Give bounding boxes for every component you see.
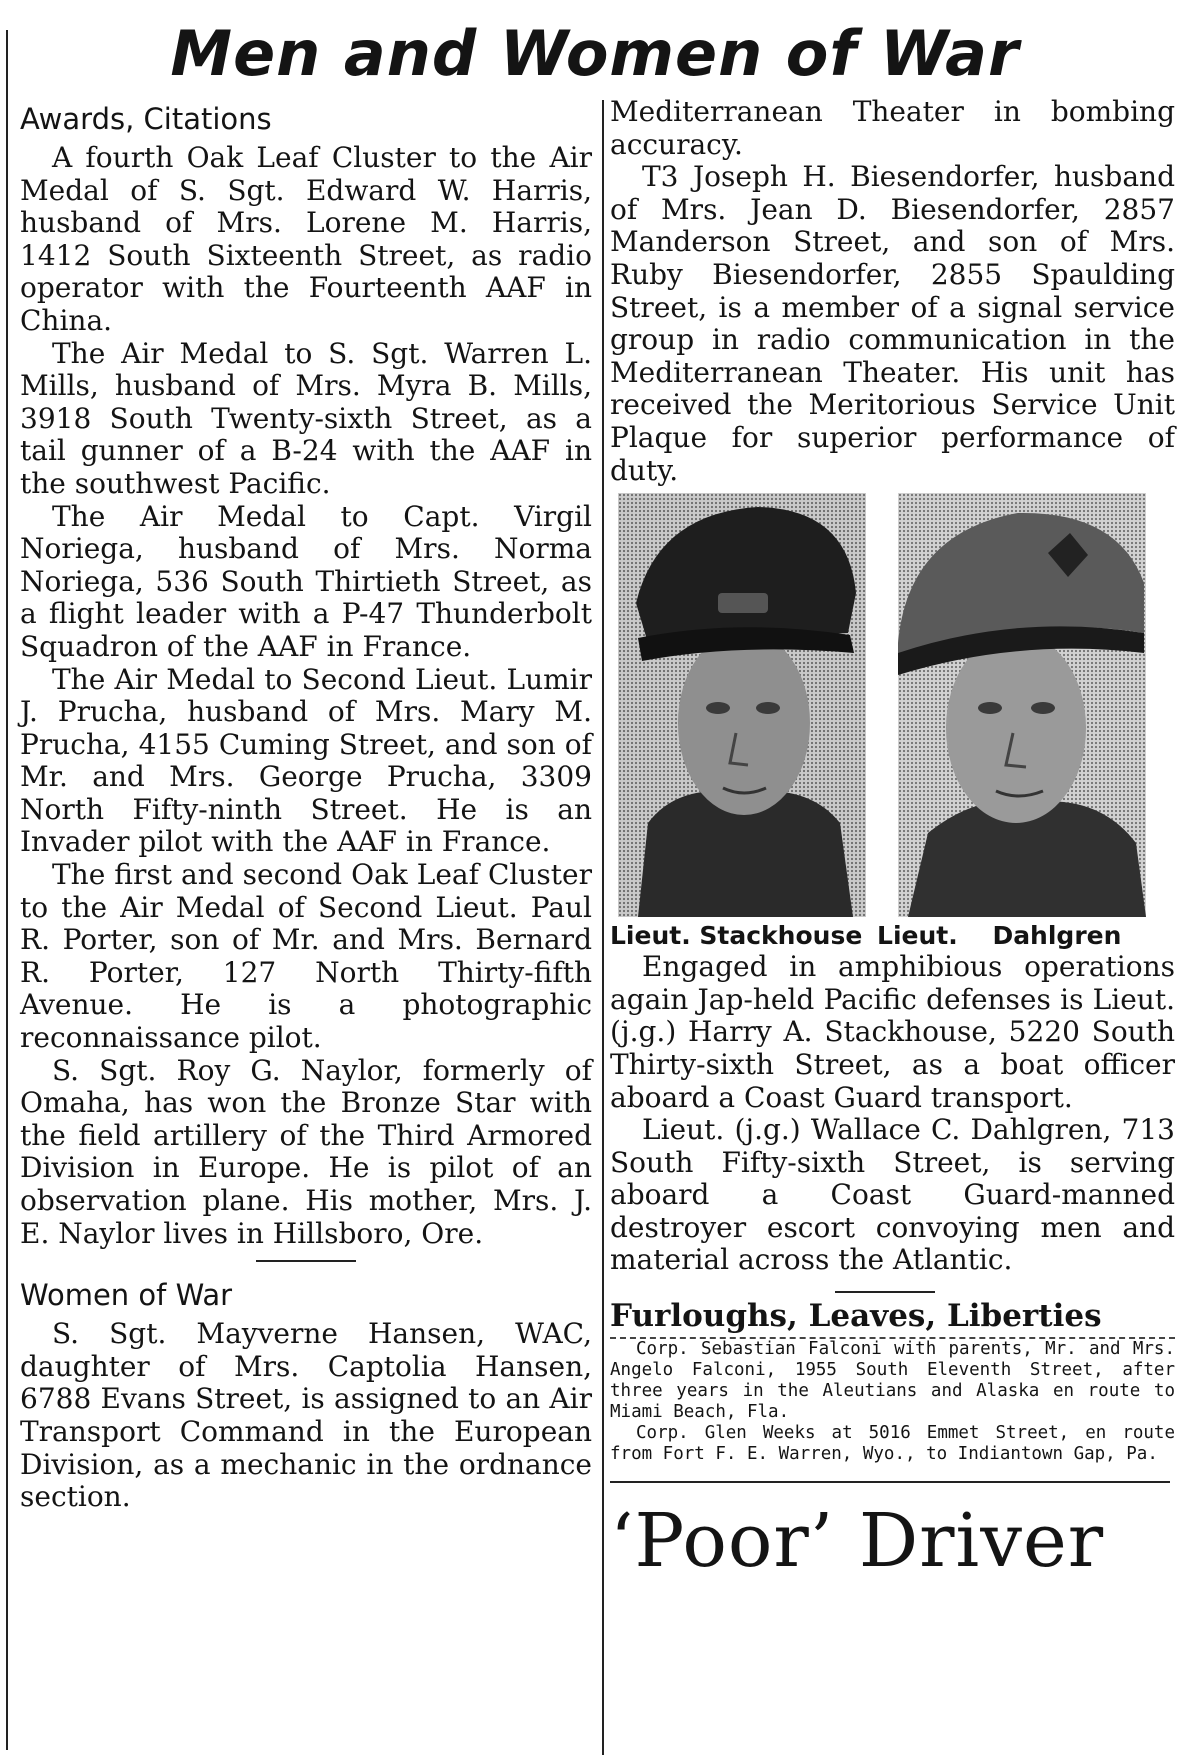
biesendorfer-paragraph: T3 Joseph H. Biesendorfer, husband of Mrs. Jean D. Biesendorfer, 2857 Manderson Street, and son of Mrs. Ruby Biesendorfer, 2855 Spaulding Street, is a member of a signal service group in radio communication in the Mediterranean Theater. His unit has received the Meritorious Service Unit Plaque for superior performance of duty. [610,160,1175,487]
section-divider [835,1291,935,1293]
furlough-item: Corp. Glen Weeks at 5016 Emmet Street, en route from Fort F. E. Warren, Wyo., to Indiantown Gap, Pa. [610,1423,1175,1465]
photo-caption [610,921,1175,951]
award-paragraph: S. Sgt. Roy G. Naylor, formerly of Omaha, has won the Bronze Star with the field artillery of the Third Armored Division in Europe. He is pilot of an observation plane. His mother, Mrs. J. E. Naylor lives in Hillsboro, Ore. [20,1053,592,1250]
award-paragraph: The Air Medal to S. Sgt. Warren L. Mills, husband of Mrs. Myra B. Mills, 3918 South Twenty-sixth Street, as a tail gunner of a B-24 with the AAF in the southwest Pacific. [20,336,592,500]
caption-stackhouse: Lieut. Stackhouse [610,921,863,951]
left-column [20,100,592,1514]
furloughs-list [610,1339,1175,1465]
stackhouse-paragraph: Engaged in amphibious operations again Jap-held Pacific defenses is Lieut. (j.g.) Harry A. Stackhouse, 5220 South Thirty-sixth Street, as a boat officer aboard a Coast Guard transport. [610,950,1175,1114]
right-column [610,95,1175,1585]
awards-heading: Awards, Citations [20,102,272,136]
caption-dahlgren: Dahlgren [992,921,1122,951]
next-article-headline: ‘Poor’ Driver [610,1498,1105,1585]
women-paragraph: S. Sgt. Mayverne Hansen, WAC, daughter of Mrs. Captolia Hansen, 6788 Evans Street, is assigned to an Air Transport Command in the European Division, as a mechanic in the ordnance section. [20,1317,592,1514]
furlough-item: Corp. Sebastian Falconi with parents, Mr. and Mrs. Angelo Falconi, 1955 South Eleventh Street, after three years in the Aleutians and Alaska en route to Miami Beach, Fla. [610,1339,1175,1423]
column-divider [602,100,604,1755]
award-paragraph: The Air Medal to Second Lieut. Lumir J. Prucha, husband of Mrs. Mary M. Prucha, 4155 Cuming Street, and son of Mr. and Mrs. George Prucha, 3309 North Fifty-ninth Street. He is an Invader pilot with the AAF in France. [20,662,592,859]
caption-lieut: Lieut. [877,921,958,951]
furloughs-heading: Furloughs, Leaves, Liberties [610,1297,1175,1339]
award-paragraph: A fourth Oak Leaf Cluster to the Air Medal of S. Sgt. Edward W. Harris, husband of Mrs. Lorene M. Harris, 1412 South Sixteenth Street, as radio operator with the Fourteenth AAF in China. [20,141,592,337]
award-paragraph: The Air Medal to Capt. Virgil Noriega, husband of Mrs. Norma Noriega, 536 South Thirtieth Street, as a flight leader with a P-47 Thunderbolt Squadron of the AAF in France. [20,499,592,663]
headline-rule [610,1481,1170,1483]
dahlgren-paragraph: Lieut. (j.g.) Wallace C. Dahlgren, 713 South Fifty-sixth Street, is serving aboard a Coast Guard-manned destroyer escort convoying men and material across the Atlantic. [610,1113,1175,1277]
section-divider [256,1260,356,1262]
continued-paragraph: Mediterranean Theater in bombing accuracy. [610,95,1175,161]
award-paragraph: The first and second Oak Leaf Cluster to the Air Medal of Second Lieut. Paul R. Porter, son of Mr. and Mrs. Bernard R. Porter, 127 North Thirty-fifth Avenue. He is a photographic reconnaissance pilot. [20,858,592,1055]
page-title: Men and Women of War [170,17,1020,90]
portrait-photos [610,493,1175,951]
portrait-dahlgren [898,493,1146,917]
left-edge-rule [6,30,8,1750]
women-of-war-heading: Women of War [20,1278,233,1313]
portrait-stackhouse [618,493,866,917]
